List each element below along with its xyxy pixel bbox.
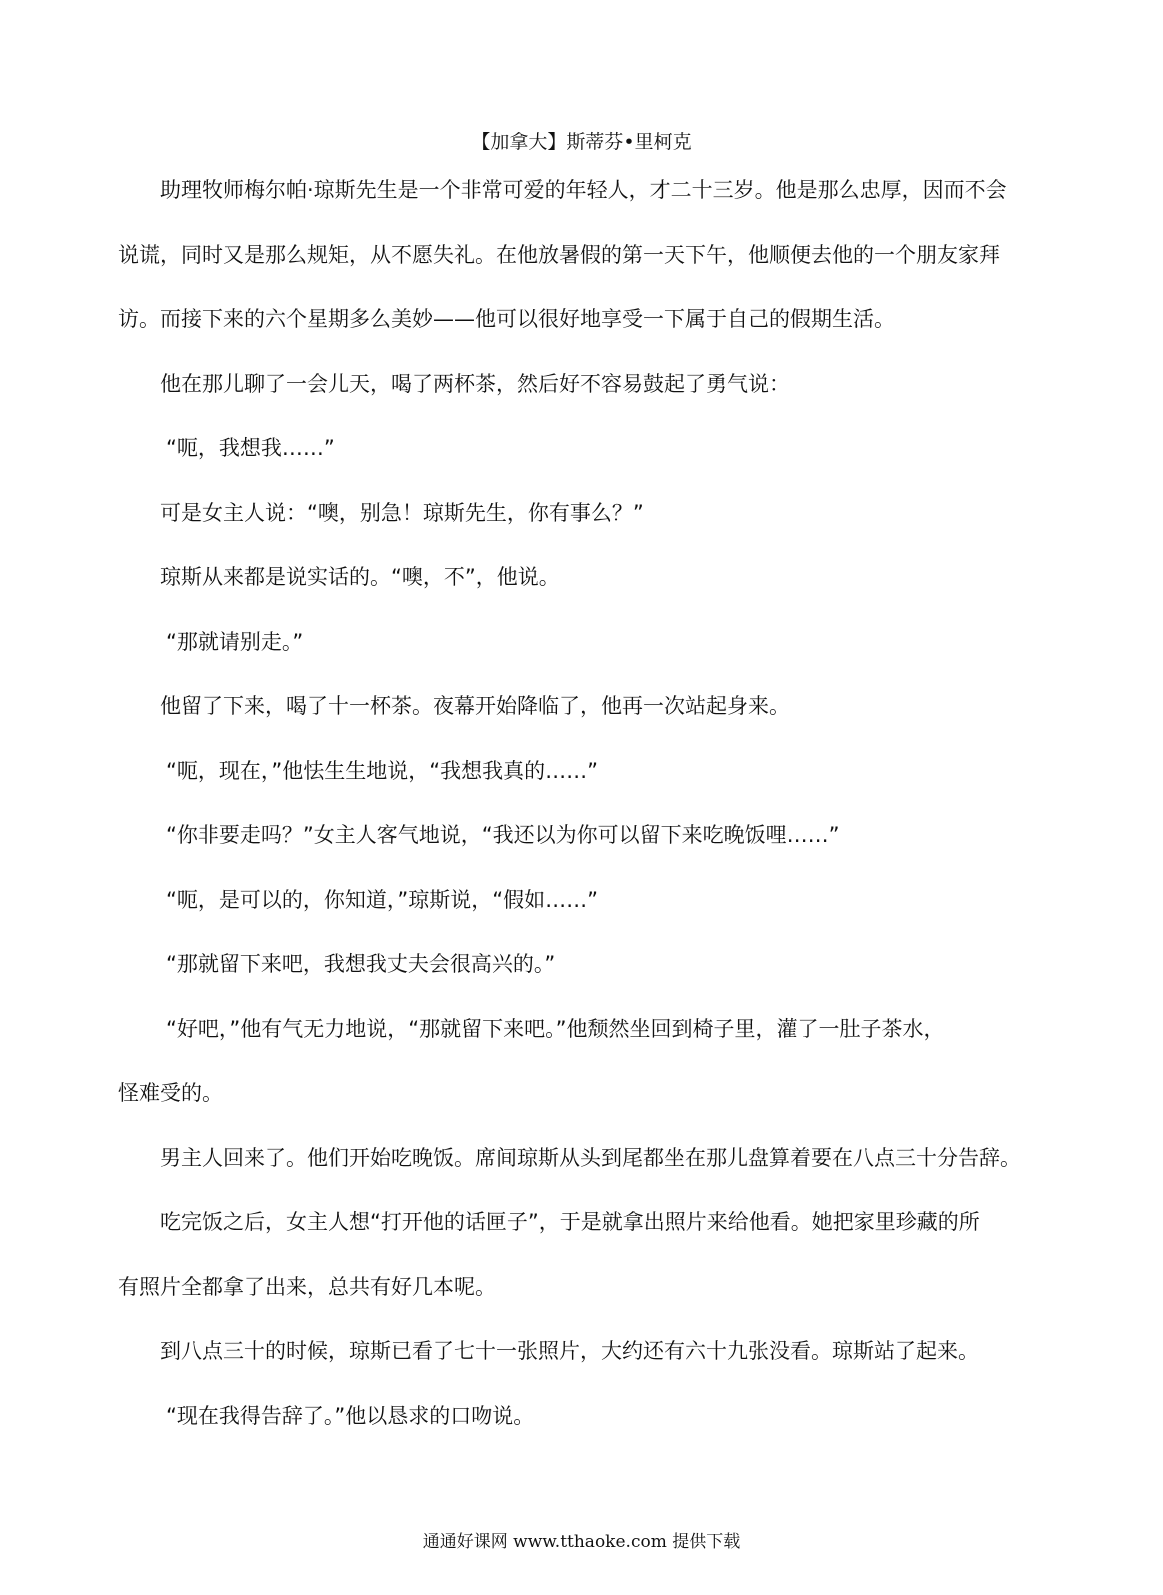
text-line: “你非要走吗？”女主人客气地说，“我还以为你可以留下来吃晚饭哩……” <box>166 823 840 847</box>
paragraph <box>118 481 1038 546</box>
page-footer: 通通好课网 www.tthaoke.com 提供下载 <box>422 1532 741 1552</box>
text-line: 男主人回来了。他们开始吃晚饭。席间琼斯从头到尾都坐在那儿盘算着要在八点三十分告辞。 <box>160 1145 1021 1170</box>
text-line: 说谎，同时又是那么规矩，从不愿失礼。在他放暑假的第一天下午，他顺便去他的一个朋友家拜 <box>118 242 1000 267</box>
paragraph <box>118 158 1038 352</box>
text-line: 他留了下来，喝了十一杯茶。夜幕开始降临了，他再一次站起身来。 <box>160 694 790 718</box>
paragraph <box>118 1384 1038 1449</box>
paragraph <box>118 1319 1038 1384</box>
author-line: 【加拿大】斯蒂芬•里柯克 <box>471 131 692 153</box>
text-line: “现在我得告辞了。”他以恳求的口吻说。 <box>166 1403 535 1428</box>
paragraph <box>118 803 1038 868</box>
paragraph <box>118 352 1038 417</box>
text-line: 怪难受的。 <box>118 1081 223 1105</box>
paragraph <box>118 868 1038 933</box>
text-line: 可是女主人说：“噢，别急！琼斯先生，你有事么？” <box>160 500 644 525</box>
text-line: “呃，我想我……” <box>166 436 335 460</box>
paragraph <box>118 1190 1038 1319</box>
text-line: 助理牧师梅尔帕·琼斯先生是一个非常可爱的年轻人，才二十三岁。他是那么忠厚，因而不会 <box>160 178 1007 202</box>
paragraph <box>118 739 1038 804</box>
text-line: 到八点三十的时候，琼斯已看了七十一张照片，大约还有六十九张没看。琼斯站了起来。 <box>160 1339 979 1363</box>
paragraph <box>118 610 1038 675</box>
text-line: 有照片全都拿了出来，总共有好几本呢。 <box>118 1274 496 1299</box>
paragraph <box>118 932 1038 997</box>
paragraph <box>118 545 1038 610</box>
text-line: 他在那儿聊了一会儿天，喝了两杯茶，然后好不容易鼓起了勇气说： <box>160 371 790 396</box>
paragraph <box>118 1126 1038 1191</box>
paragraph <box>118 416 1038 481</box>
text-line: 访。而接下来的六个星期多么美妙——他可以很好地享受一下属于自己的假期生活。 <box>118 307 895 331</box>
paragraph <box>118 674 1038 739</box>
text-line: “那就请别走。” <box>166 629 304 654</box>
text-line: “呃，现在，”他怯生生地说，“我想我真的……” <box>166 758 599 783</box>
text-line: 吃完饭之后，女主人想“打开他的话匣子”，于是就拿出照片来给他看。她把家里珍藏的所 <box>160 1210 980 1234</box>
text-line: “呃，是可以的，你知道，”琼斯说，“假如……” <box>166 887 599 912</box>
paragraph <box>118 997 1038 1126</box>
text-line: 琼斯从来都是说实话的。“噢，不”，他说。 <box>160 565 560 589</box>
text-line: “好吧，”他有气无力地说，“那就留下来吧。”他颓然坐回到椅子里，灌了一肚子茶水， <box>166 1016 945 1041</box>
text-line: “那就留下来吧，我想我丈夫会很高兴的。” <box>166 952 556 976</box>
